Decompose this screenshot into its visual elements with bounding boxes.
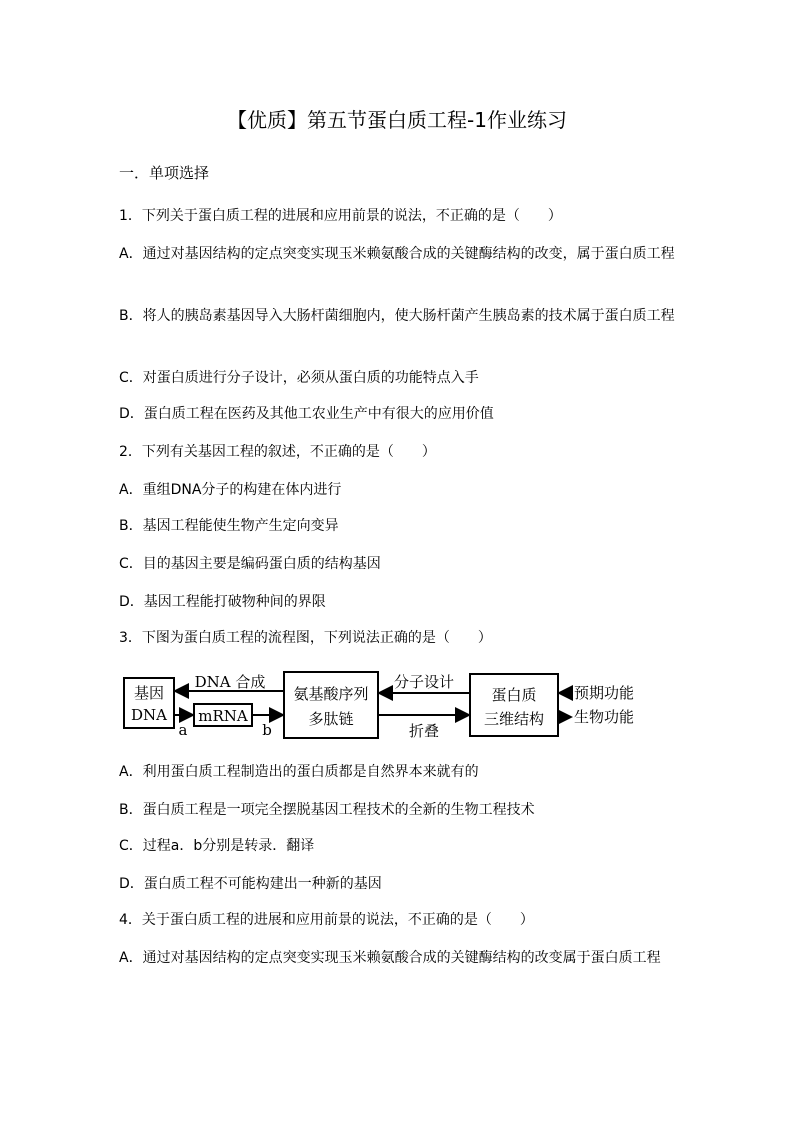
biological-function-label: 生物功能 xyxy=(574,708,635,726)
protein-engineering-flow-diagram xyxy=(120,668,680,748)
q2-option-c: C．目的基因主要是编码蛋白质的结构基因 xyxy=(119,556,381,572)
section-heading: 一．单项选择 xyxy=(119,164,210,182)
protein-label: 蛋白质 xyxy=(491,686,537,704)
process-b-label: b xyxy=(262,721,272,739)
q4-stem: 4．关于蛋白质工程的进展和应用前景的说法，不正确的是（ ） xyxy=(119,912,534,928)
q3-option-d: D．蛋白质工程不可能构建出一种新的基因 xyxy=(119,876,382,892)
dna-synthesis-label: DNA 合成 xyxy=(194,673,266,691)
dna-label: DNA xyxy=(131,706,167,724)
page-title: 【优质】第五节蛋白质工程-1作业练习 xyxy=(227,108,567,132)
process-a-label: a xyxy=(178,721,188,739)
q1-stem: 1．下列关于蛋白质工程的进展和应用前景的说法，不正确的是（ ） xyxy=(119,208,562,224)
expected-function-label: 预期功能 xyxy=(574,684,635,702)
q1-option-b: B．将人的胰岛素基因导入大肠杆菌细胞内，使大肠杆菌产生胰岛素的技术属于蛋白质工程 xyxy=(119,308,675,324)
q2-stem: 2．下列有关基因工程的叙述，不正确的是（ ） xyxy=(119,444,436,460)
gene-label: 基因 xyxy=(133,684,165,702)
amino-acid-sequence-label: 氨基酸序列 xyxy=(293,685,369,703)
q3-option-a: A．利用蛋白质工程制造出的蛋白质都是自然界本来就有的 xyxy=(119,764,479,780)
q3-option-c: C．过程a．b分别是转录．翻译 xyxy=(119,838,315,854)
q4-option-a: A．通过对基因结构的定点突变实现玉米赖氨酸合成的关键酶结构的改变属于蛋白质工程 xyxy=(119,950,661,966)
polypeptide-label: 多肽链 xyxy=(308,710,354,728)
q1-option-a: A．通过对基因结构的定点突变实现玉米赖氨酸合成的关键酶结构的改变，属于蛋白质工程 xyxy=(119,246,675,262)
mrna-label: mRNA xyxy=(198,707,248,725)
q2-option-a: A．重组DNA分子的构建在体内进行 xyxy=(119,482,342,498)
q1-option-d: D．蛋白质工程在医药及其他工农业生产中有很大的应用价值 xyxy=(119,406,494,422)
q3-stem: 3．下图为蛋白质工程的流程图，下列说法正确的是（ ） xyxy=(119,630,492,646)
q2-option-b: B．基因工程能使生物产生定向变异 xyxy=(119,518,339,534)
molecular-design-label: 分子设计 xyxy=(393,673,455,691)
q2-option-d: D．基因工程能打破物种间的界限 xyxy=(119,594,326,610)
folding-label: 折叠 xyxy=(408,722,440,740)
q1-option-c: C．对蛋白质进行分子设计，必须从蛋白质的功能特点入手 xyxy=(119,370,479,386)
3d-structure-label: 三维结构 xyxy=(483,710,545,728)
amino-acid-sequence-box xyxy=(284,672,378,738)
q3-option-b: B．蛋白质工程是一项完全摆脱基因工程技术的全新的生物工程技术 xyxy=(119,802,535,818)
